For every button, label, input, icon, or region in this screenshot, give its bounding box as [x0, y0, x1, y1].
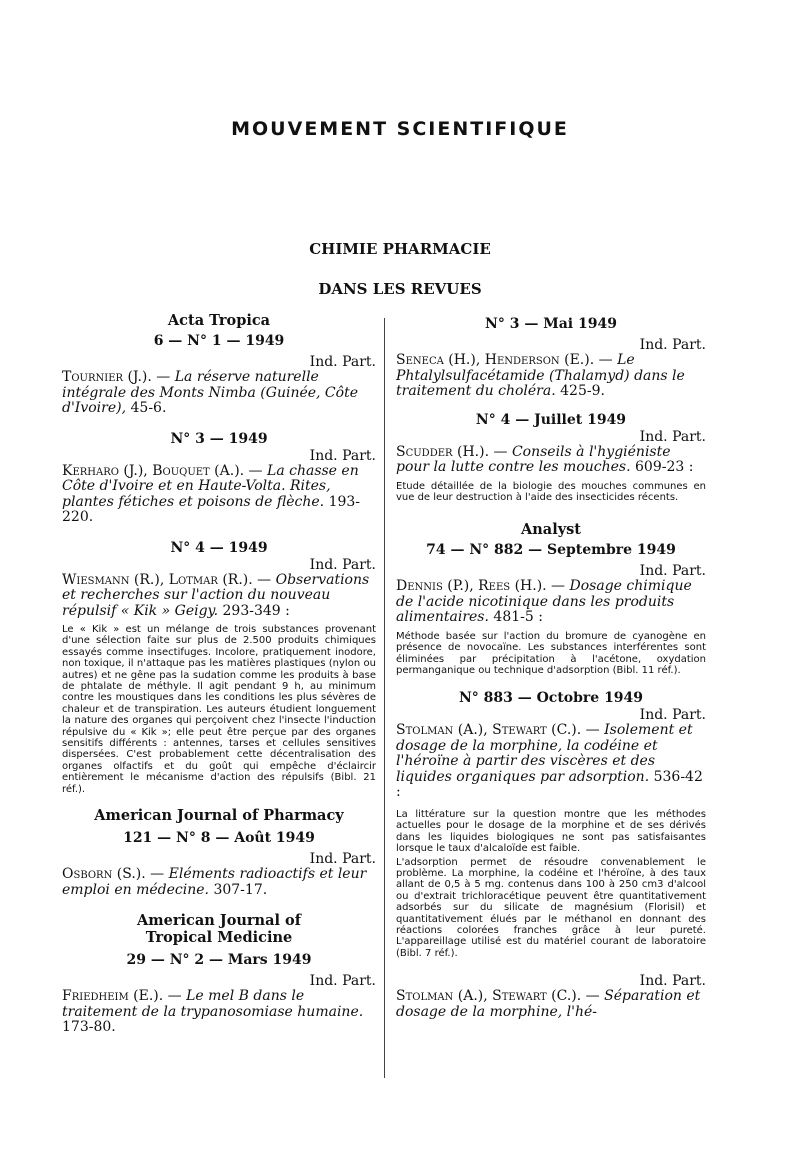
- citation-title: Isolement et dosage de la morphine, la codéine et l'héroïne à partir des viscères et des liquides organiques par adsorption.: [396, 722, 693, 785]
- citation-entry: Stolman (A.), Stewart (C.). — Isolement et dosage de la morphine, la codéine et l'héroïne à partir des viscères et des liquides organiques par adsorption. 536-42 :: [396, 722, 703, 801]
- citation-pages: 425-9.: [560, 383, 605, 399]
- citation-authors: Kerharo (J.), Bouquet (A.).: [62, 462, 245, 479]
- citation-entry: Tournier (J.). — La réserve naturelle intégrale des Monts Nimba (Guinée, Côte d'Ivoire), 45-6.: [62, 369, 358, 416]
- ind-part-label: Ind. Part.: [639, 563, 706, 580]
- issue-heading: N° 883 — Octobre 1949: [458, 690, 644, 707]
- ind-part-label: Ind. Part.: [309, 851, 376, 868]
- citation-entry: Seneca (H.), Henderson (E.). — Le Phtalylsulfacétamide (Thalamyd) dans le traitement du choléra. 425-9.: [396, 352, 685, 399]
- abstract-text: Etude détaillée de la biologie des mouches communes en vue de leur destruction à l'aide des insecticides récents.: [396, 480, 706, 503]
- citation-authors: Stolman (A.), Stewart (C.).: [396, 722, 582, 739]
- citation-pages: 536-42 :: [396, 768, 703, 801]
- citation-title: Dosage chimique de l'acide nicotinique dans les produits alimentaires.: [396, 578, 692, 626]
- citation-authors: Wiesmann (R.), Lotmar (R.).: [62, 571, 253, 588]
- citation-authors: Stolman (A.), Stewart (C.).: [396, 988, 582, 1005]
- subsection-heading: DANS LES REVUES: [318, 280, 482, 298]
- journal-name: Acta Tropica: [167, 312, 271, 329]
- abstract-text: Méthode basée sur l'action du bromure de cyanogène en présence de novocaïne. Les substances interférentes sont éliminées par précipitation à l'acétone, oxydation permanganique ou technique d'adsorption (Bibl. 11 réf.).: [396, 630, 706, 677]
- citation-title: Observations et recherches sur l'action du nouveau répulsif « Kik » Geigy.: [62, 571, 370, 619]
- citation-entry: Kerharo (J.), Bouquet (A.). — La chasse en Côte d'Ivoire et en Haute-Volta. Rites, plantes fétiches et poisons de flèche. 193-220.: [62, 462, 361, 525]
- journal-name: Analyst: [521, 521, 581, 539]
- citation-pages: 45-6.: [130, 400, 167, 416]
- citation-authors: Dennis (P.), Rees (H.).: [396, 578, 547, 595]
- citation-entry: Dennis (P.), Rees (H.). — Dosage chimique de l'acide nicotinique dans les produits alimentaires. 481-5 :: [396, 578, 692, 626]
- page-title: MOUVEMENT SCIENTIFIQUE: [231, 118, 569, 140]
- citation-entry: Scudder (H.). — Conseils à l'hygiéniste pour la lutte contre les mouches. 609-23 :: [396, 443, 694, 475]
- issue-heading: 121 — N° 8 — Août 1949: [123, 830, 315, 847]
- citation-title: Eléments radioactifs et leur emploi en médecine.: [62, 866, 367, 898]
- issue-heading: N° 4 — 1949: [170, 539, 268, 556]
- ind-part-label: Ind. Part.: [639, 707, 706, 724]
- issue-heading: 29 — N° 2 — Mars 1949: [126, 952, 312, 969]
- issue-heading: N° 4 — Juillet 1949: [475, 411, 627, 428]
- ind-part-label: Ind. Part.: [309, 354, 376, 370]
- citation-entry: Friedheim (E.). — Le mel B dans le traitement de la trypanosomiase humaine. 173-80.: [62, 988, 364, 1036]
- column-divider: [384, 318, 385, 1078]
- ind-part-label: Ind. Part.: [309, 447, 376, 464]
- citation-authors: Scudder (H.).: [396, 443, 490, 460]
- ind-part-label: Ind. Part.: [639, 973, 706, 990]
- citation-authors: Friedheim (E.).: [62, 988, 164, 1005]
- citation-pages: 481-5 :: [493, 609, 543, 626]
- ind-part-label: Ind. Part.: [639, 337, 706, 353]
- ind-part-label: Ind. Part.: [309, 556, 376, 573]
- citation-pages: 609-23 :: [635, 459, 694, 475]
- citation-title: Séparation et dosage de la morphine, l'hé-: [396, 988, 701, 1020]
- citation-title: Le mel B dans le traitement de la trypanosomiase humaine.: [62, 988, 364, 1020]
- issue-heading: 6 — N° 1 — 1949: [153, 333, 285, 349]
- citation-pages: 173-80.: [62, 1019, 116, 1036]
- left-column: [62, 312, 376, 1036]
- issue-heading: N° 3 — Mai 1949: [485, 316, 617, 332]
- right-column: [396, 312, 706, 1020]
- citation-title: La chasse en Côte d'Ivoire et en Haute-Volta. Rites, plantes fétiches et poisons de flèche.: [62, 462, 359, 510]
- citation-pages: 193-220.: [62, 493, 361, 525]
- citation-title: Conseils à l'hygiéniste pour la lutte contre les mouches.: [396, 443, 671, 475]
- citation-authors: Osborn (S.).: [62, 866, 146, 883]
- issue-heading: N° 3 — 1949: [170, 430, 268, 447]
- citation-entry: Osborn (S.). — Eléments radioactifs et leur emploi en médecine. 307-17.: [62, 866, 367, 898]
- ind-part-label: Ind. Part.: [639, 428, 706, 445]
- citation-title: Le Phtalylsulfacétamide (Thalamyd) dans le traitement du choléra.: [396, 352, 685, 399]
- abstract-text: La littérature sur la question montre que les méthodes actuelles pour le dosage de la morphine et de ses dérivés dans les liquides biologiques ne sont pas satisfaisantes lorsque le taux d'alcaloïde est faible.: [396, 808, 706, 855]
- citation-authors: Tournier (J.).: [62, 369, 152, 385]
- section-heading: CHIMIE PHARMACIE: [309, 240, 491, 258]
- citation-pages: 293-349 :: [222, 602, 290, 619]
- abstract-text: Le « Kik » est un mélange de trois substances provenant d'une sélection faite sur plus de 2.500 produits chimiques essayés comme insectifuges. Incolore, pratiquement inodore, non toxique, il n'attaque pas les matières plastiques (nylon ou autres) et ne gêne pas la sudation comme les produits à base de phtalate de méthyle. Il agit pendant 9 h, au minimum contre les moustiques dans les conditions les plus sévères de chaleur et de transpiration. Les auteurs étudient longuement la nature des organes qui perçoivent chez l'insecte l'induction répulsive du « Kik »; elle peut être perçue par des organes sensitifs différents : antennes, tarses et cellules sensitives dispersées. C'est probablement cette décentralisation des organes olfactifs et du goût qui empêche d'éclaircir entièrement le mécanisme d'action des répulsifs (Bibl. 21 réf.).: [62, 624, 376, 795]
- journal-name: American Journal of Pharmacy: [94, 807, 344, 825]
- issue-heading: 74 — N° 882 — Septembre 1949: [426, 542, 676, 559]
- journal-name: American Journal of Tropical Medicine: [137, 912, 301, 947]
- abstract-text: L'adsorption permet de résoudre convenablement le problème. La morphine, la codéine et l'héroïne, à des taux allant de 0,5 à 5 mg. contenus dans 100 à 250 cm3 d'alcool ou d'extrait trichloracétique peuvent être quantitativement adsorbés sur du silicate de magnésium (Florisil) et quantitativement élués par le méthanol en donnant des réactions colorées franches grâce à leur pureté. L'appareillage utilisé est du matériel courant de laboratoire (Bibl. 7 réf.).: [396, 856, 706, 959]
- citation-title: La réserve naturelle intégrale des Monts Nimba (Guinée, Côte d'Ivoire),: [62, 369, 358, 416]
- citation-entry: Wiesmann (R.), Lotmar (R.). — Observations et recherches sur l'action du nouveau répulsif « Kik » Geigy. 293-349 :: [62, 571, 370, 619]
- ind-part-label: Ind. Part.: [309, 973, 376, 990]
- citation-pages: 307-17.: [213, 881, 268, 898]
- citation-entry: Stolman (A.), Stewart (C.). — Séparation et dosage de la morphine, l'hé-: [396, 988, 701, 1020]
- citation-authors: Seneca (H.), Henderson (E.).: [396, 352, 595, 368]
